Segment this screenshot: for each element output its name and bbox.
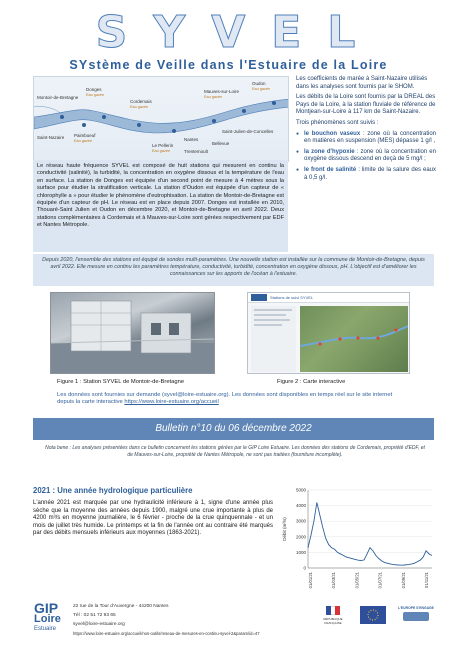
map-sublabel: Eau gazée (152, 149, 171, 153)
map-sublabel: Eau gazée (204, 95, 223, 99)
station-marker (242, 109, 246, 113)
map-label: Donges (86, 87, 102, 92)
flow-chart-svg (278, 484, 438, 596)
footer-email[interactable]: syvel@loire-estuaire.org (73, 622, 125, 627)
map-label: Oudon (252, 81, 266, 86)
station-marker (272, 101, 276, 105)
station-marker (172, 129, 176, 133)
footer-address: 22 rue de la Tour d'Auvergne - 44200 Nantes (73, 604, 169, 609)
right-column (296, 76, 436, 185)
phenomena-list (296, 131, 436, 183)
figure-2-caption: Figure 2 : Carte interactive (277, 379, 346, 385)
map-label: Paimboeuf (74, 133, 96, 138)
flow-chart (278, 484, 438, 596)
map-river (300, 306, 408, 372)
y-tick-label: 5000 (295, 487, 306, 493)
phenomena-intro: Trois phénomènes sont suivis : (296, 119, 379, 126)
list-item: ● le bouchon vaseux : zone où la concentration en matières en suspension (MES) dépasse 1 g/l , (296, 131, 436, 146)
station-marker (212, 119, 216, 123)
republique-text: RÉPUBLIQUE FRANÇAISE (323, 617, 343, 625)
map-sublabel: Eau gazée (130, 105, 149, 109)
list-item: ● la zone d'hypoxie : zone où la concentration en oxygène dissous descend en deçà de 5 mg/l ; (296, 149, 436, 164)
section-title: 2021 : Une année hydrologique particulière (33, 486, 193, 495)
station-marker (102, 115, 106, 119)
bulletin-title: Bulletin n°10 du 06 décembre 2022 (33, 418, 434, 440)
contact-info (57, 392, 407, 407)
page-subtitle: SYstème de Veille dans l'Estuaire de la Loire (69, 58, 388, 72)
station-map (33, 76, 289, 162)
map-label: Saint-Julien-de-Concelles (222, 129, 274, 134)
nota-bene: Nota bene : Les analyses présentées dans ce bulletin concernent les stations gérées par le GIP Loire Estuaire. Les données des stations de Cordemais, propriété d'EDF, et de Mauves-sur-Loire, propriété de Nantes Métropole, ne sont pas traitées (fourniture incomplète). (45, 445, 425, 458)
map-sublabel: Eau gazée (252, 87, 271, 91)
map-label: Trentemoult (184, 149, 208, 154)
map-label: Saint-Nazaire (37, 135, 65, 140)
x-tick-label: 01/09/21 (400, 572, 406, 589)
logo-estuaire-text: Estuaire (34, 626, 57, 632)
station-marker (137, 123, 141, 127)
x-tick-label: 01/05/21 (354, 572, 360, 589)
map-label: Le Pellerin (152, 143, 174, 148)
map-label: Nantes (184, 137, 199, 142)
republique-logo (318, 606, 348, 628)
logo-gip-text: GIP (34, 600, 59, 616)
footer-url[interactable]: https://www.loire-estuaire.org/accueil/nos-outils/reseau-de-mesures-en-continu-syvel-2&param/id=47 (73, 631, 260, 636)
logo-loire-text: Loire (34, 613, 61, 625)
map-label: Bellevue (212, 141, 230, 146)
x-tick-label: 01/11/21 (424, 572, 429, 588)
y-tick-label: 2000 (295, 534, 306, 540)
x-tick-label: 01/01/21 (308, 572, 313, 589)
flow-paragraph: Les débits de la Loire sont fournis par la DREAL des Pays de la Loire, à la station fluviale de référence de Montjean-sur-Loire à 117 km de Saint-Nazaire. (296, 94, 436, 116)
list-item: ● le front de salinité : limite de la salure des eaux à 0,5 g/l. (296, 167, 436, 182)
map-sublabel: Eau gazée (74, 139, 93, 143)
station-illustration (51, 293, 215, 374)
station-marker (82, 123, 86, 127)
y-tick-label: 3000 (295, 518, 306, 524)
europe-engage-logo (398, 606, 434, 624)
y-axis-label: Débit (m³/s) (282, 517, 287, 541)
interactive-map-screenshot (247, 292, 410, 374)
figure-1-caption: Figure 1 : Station SYVEL de Montoir-de-Bretagne (57, 379, 185, 385)
update-box (33, 254, 434, 286)
intro-box (33, 160, 288, 252)
x-tick-label: 01/07/21 (377, 572, 383, 589)
section-text: L'année 2021 est marquée par une hydraulicité inférieure à 1, signe d'une année plus sèche que la moyenne des années depuis 1900, malgré une crue importante à plus de 4200 m³/s en moyenne journalière, le 6 février - proche de la crue quinquennale - et un mois de juillet très humide. Le printemps et la fin de l'année ont au contraire été marqués par des débits mensuels inférieurs aux moyennes (1863-2021). (33, 500, 273, 537)
x-tick-label: 01/03/21 (331, 572, 337, 589)
map-label: Montoir-de-Bretagne (37, 95, 79, 100)
contact-text: Les données sont fournies sur demande (syvel@loire-estuaire.org). Les données sont disponibles en temps réel sur le site internet depuis la carte interactive (57, 392, 393, 406)
y-tick-label: 1000 (295, 549, 306, 555)
map-screenshot-title: Stations de suivi SYVEL (270, 295, 314, 300)
update-text: Depuis 2020, l'ensemble des stations est équipé de sondes multi-paramètres. Une nouvelle station est installée sur la commune de Montoir-de-Bretagne, depuis avril 2022. Elle mesure en continu les paramètres température, conductivité, turbidité, concentration en oxygène dissous, pH. L'objectif est d'améliorer les connaissances sur les apports de l'océan à l'estuaire. (42, 257, 425, 277)
station-photo (50, 292, 215, 374)
map-label: Mauves-sur-Loire (204, 89, 240, 94)
eu-flag (360, 606, 386, 624)
page-title: SYVEL (95, 7, 382, 58)
tide-paragraph: Les coefficients de marée à Saint-Nazaire utilisés dans les analyses sont fournis par le SHOM. (296, 76, 428, 90)
y-tick-label: 4000 (295, 503, 306, 509)
y-tick-label: 0 (303, 565, 306, 571)
map-label: Cordemais (130, 99, 152, 104)
series-line (308, 502, 432, 565)
station-marker (60, 115, 64, 119)
eu-stars (360, 606, 386, 624)
intro-text: Le réseau haute fréquence SYVEL est composé de huit stations qui mesurent en continu la conductivité (salinité), la turbidité, la concentration en oxygène dissous et la température de l'eau en surface. La station de Donges est équipée d'un second point de mesure à 4 mètres sous la surface pour étudier la stratification verticale. La station d'Oudon est équipée d'un capteur de « chlorophylle a » pour étudier le phénomène d'eutrophisation. La station de Montoir-de-Bretagne est équipée d'un capteur de pH. Le réseau est en place depuis 2007. Donges est installée en 2010, Thouaré-Saint Julien et Oudon en décembre 2020, et Montoir-de-Bretagne en avril 2022. Deux stations complémentaires à Cordemais et à Mauves-sur-Loire sont gérées respectivement par EDF et Nantes Métropole. (37, 163, 284, 229)
footer-phone: Tél : 02 51 72 93 65 (73, 613, 116, 618)
gip-logo (28, 600, 70, 640)
europe-engage-text: L'EUROPE S'ENGAGE (398, 606, 434, 610)
website-link[interactable]: https://www.loire-estuaire.org/accueil (124, 399, 219, 406)
map-sublabel: Eau gazée (86, 93, 105, 97)
